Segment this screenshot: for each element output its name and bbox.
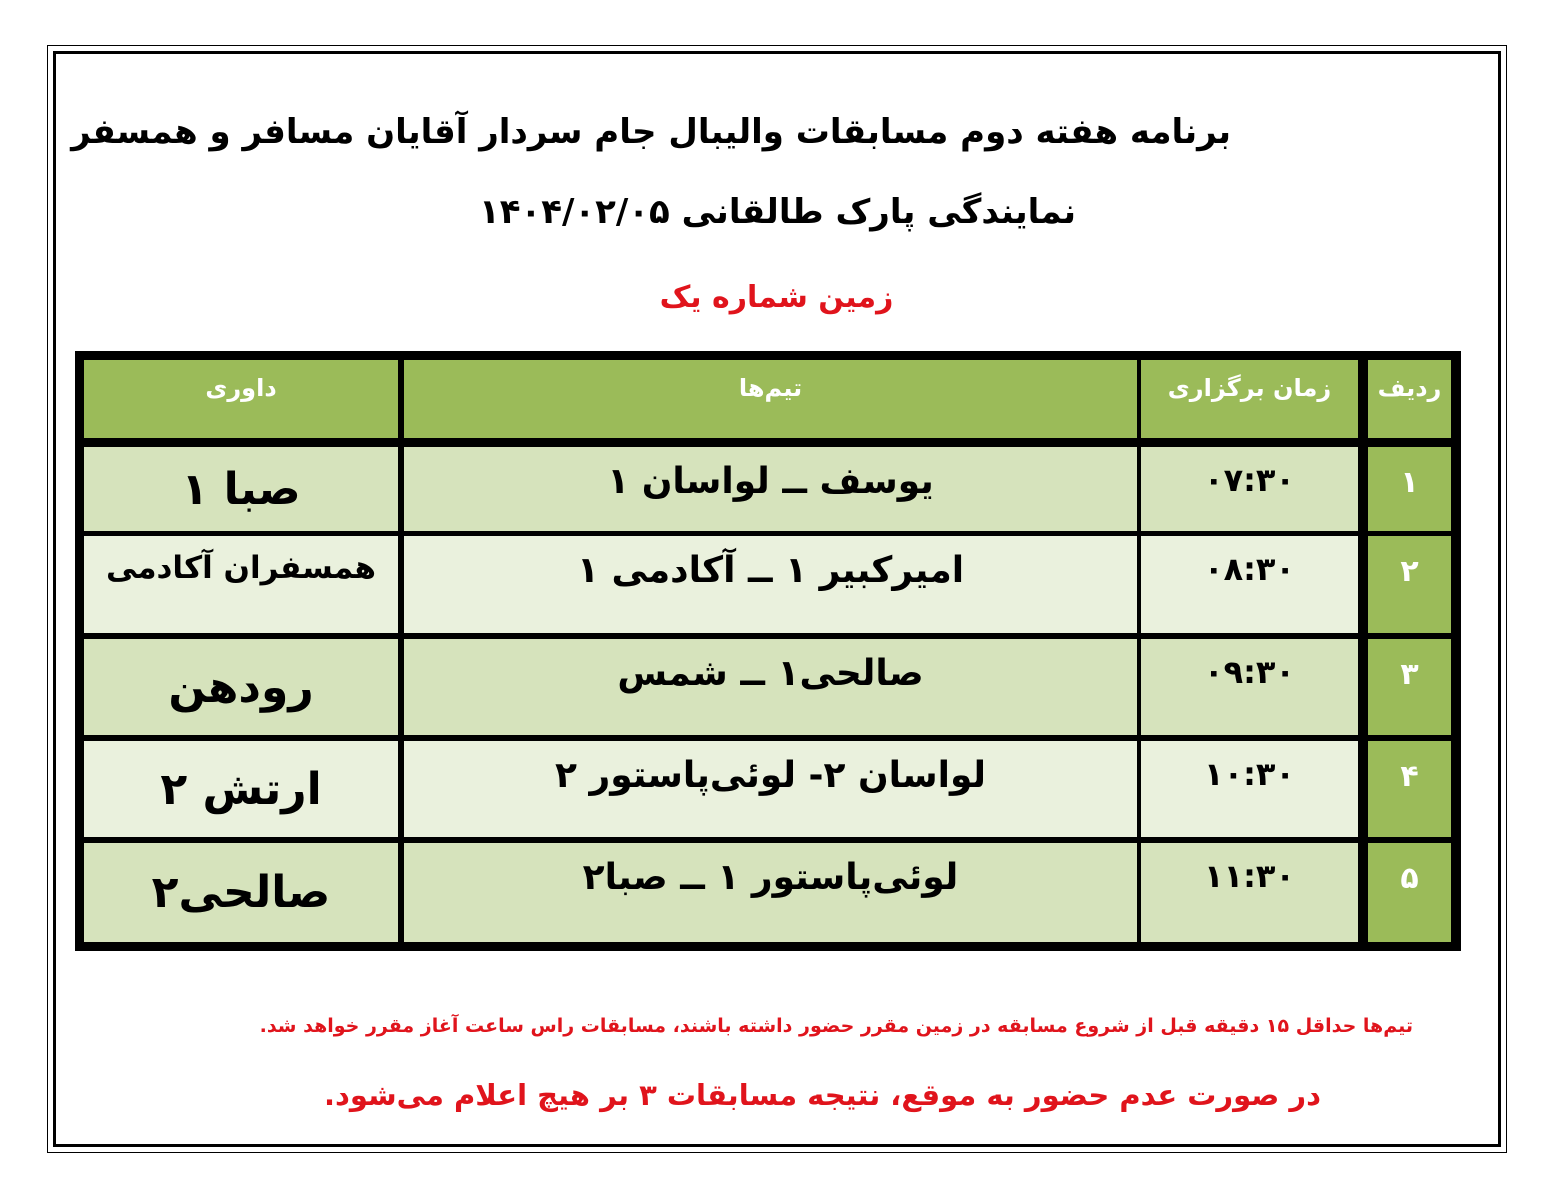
row-1-number: ۱ <box>1368 447 1451 531</box>
attendance-note: تیم‌ها حداقل ۱۵ دقیقه قبل از شروع مسابقه در زمین مقرر حضور داشته باشند، مسابقات راس ساعت آغاز مقرر خواهد شد. <box>259 1015 1413 1037</box>
row-5-referee: صالحی۲ <box>84 843 398 942</box>
row-2-number: ۲ <box>1368 536 1451 633</box>
row-4-teams: لواسان ۲- لوئی‌پاستور ۲ <box>404 741 1137 837</box>
court-label <box>0 280 1553 315</box>
row-2-teams: امیرکبیر ۱ ــ آکادمی ۱ <box>404 536 1137 633</box>
header-time: زمان برگزاری <box>1141 360 1358 438</box>
row-3-referee: رودهن <box>84 639 398 735</box>
schedule-table <box>75 351 1461 951</box>
row-3-time: ۰۹:۳۰ <box>1141 639 1358 735</box>
row-2-referee: همسفران آکادمی <box>84 536 398 633</box>
header-teams: تیم‌ها <box>404 360 1137 438</box>
row-4-referee: ارتش ۲ <box>84 741 398 837</box>
forfeit-note: در صورت عدم حضور به موقع، نتیجه مسابقات ۳ بر هیچ اعلام می‌شود. <box>324 1078 1321 1112</box>
row-3-teams: صالحی۱ ــ شمس <box>404 639 1137 735</box>
row-5-number: ۵ <box>1368 843 1451 942</box>
row-5-time: ۱۱:۳۰ <box>1141 843 1358 942</box>
page-title: برنامه هفته دوم مسابقات والیبال جام سردار آقایان مسافر و همسفر <box>71 112 1231 152</box>
row-1-time: ۰۷:۳۰ <box>1141 447 1358 531</box>
row-1-referee: صبا ۱ <box>84 447 398 531</box>
court-label-text: زمین شماره یک <box>659 280 894 315</box>
row-2-time: ۰۸:۳۰ <box>1141 536 1358 633</box>
header-referee: داوری <box>84 360 398 438</box>
row-1-teams: یوسف ــ لواسان ۱ <box>404 447 1137 531</box>
row-5-teams: لوئی‌پاستور ۱ ــ صبا۲ <box>404 843 1137 942</box>
row-4-time: ۱۰:۳۰ <box>1141 741 1358 837</box>
header-row-number: ردیف <box>1368 360 1451 438</box>
row-3-number: ۳ <box>1368 639 1451 735</box>
row-4-number: ۴ <box>1368 741 1451 837</box>
page-subtitle-date: نمایندگی پارک طالقانی ۱۴۰۴/۰۲/۰۵ <box>478 192 1076 232</box>
